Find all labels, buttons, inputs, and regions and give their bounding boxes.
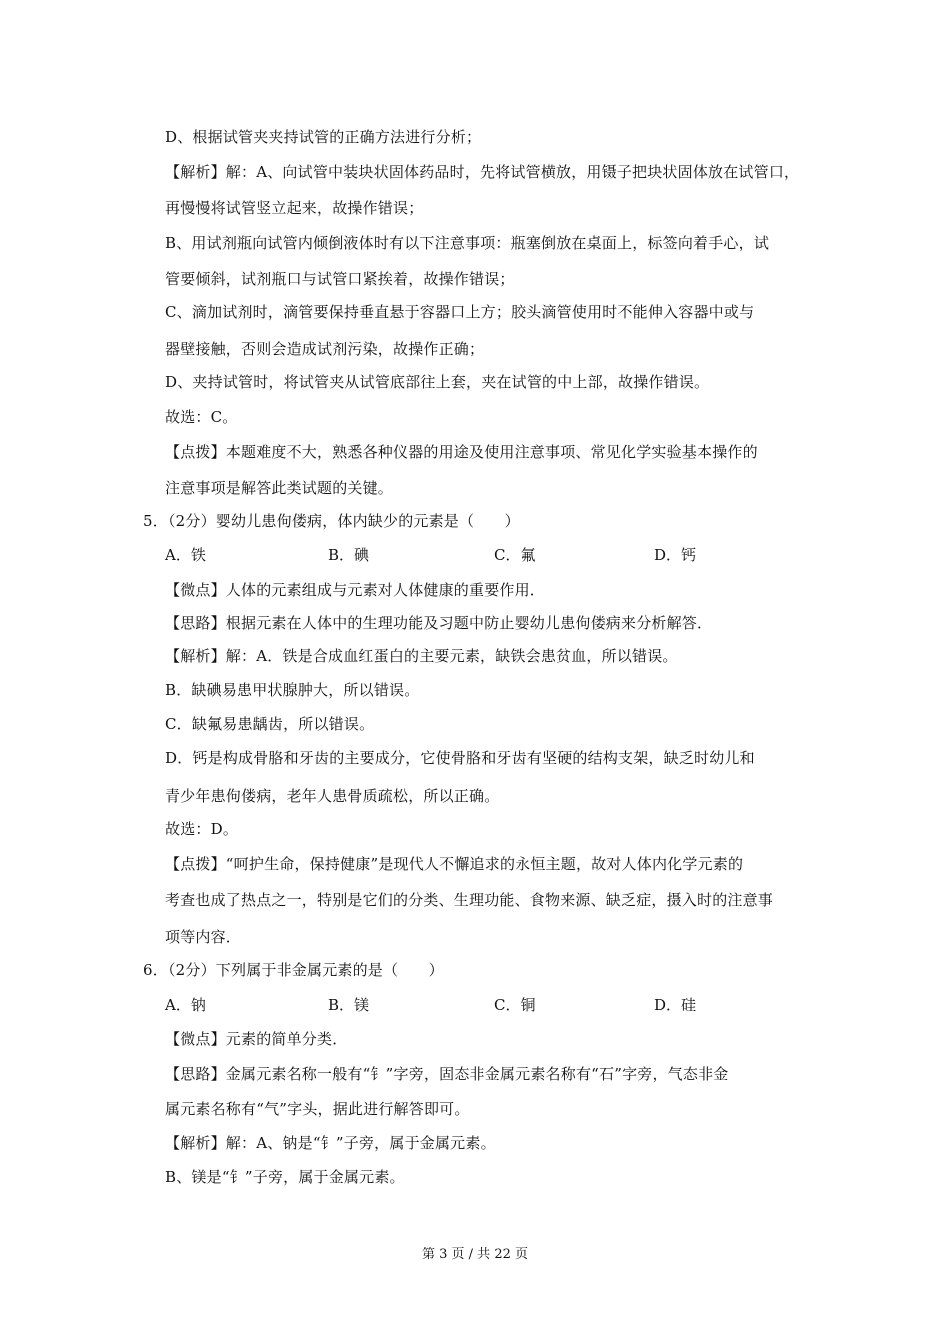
question-5-option-d: D．钙 [654,546,697,564]
text-line: 【解析】解：A．铁是合成血红蛋白的主要元素，缺铁会患贫血，所以错误。 [165,647,678,665]
question-6-option-c: C．铜 [494,996,536,1014]
text-line: 【解析】解：A、向试管中装块状固体药品时，先将试管横放，用镊子把块状固体放在试管口， [165,163,800,181]
page-footer: 第 3 页 / 共 22 页 [422,1247,528,1262]
text-line: 【微点】元素的简单分类． [165,1030,348,1048]
question-5-stem: 5．（2分）婴幼儿患佝偻病，体内缺少的元素是（ ） [143,512,520,530]
text-line: 【点拨】“呵护生命，保持健康”是现代人不懈追求的永恒主题，故对人体内化学元素的 [165,855,744,873]
question-5-option-c: C．氟 [494,546,536,564]
text-line: B、镁是“钅”子旁，属于金属元素。 [165,1168,405,1186]
text-line: B．缺碘易患甲状腺肿大，所以错误。 [165,681,420,699]
text-line: 考查也成了热点之一，特别是它们的分类、生理功能、食物来源、缺乏症，摄入时的注意事 [165,891,774,909]
text-line: B、用试剂瓶向试管内倾倒液体时有以下注意事项：瓶塞倒放在桌面上，标签向着手心，试 [165,234,770,252]
text-line: 【点拨】本题难度不大，熟悉各种仪器的用途及使用注意事项、常见化学实验基本操作的 [165,443,758,461]
text-line: C．缺氟易患龋齿，所以错误。 [165,715,375,733]
text-line: 【思路】根据元素在人体中的生理功能及习题中防止婴幼儿患佝偻病来分析解答． [165,614,713,632]
text-line: 项等内容． [165,928,242,946]
text-line: 【微点】人体的元素组成与元素对人体健康的重要作用． [165,581,546,599]
text-line: 青少年患佝偻病，老年人患骨质疏松，所以正确。 [165,787,500,805]
question-6-option-d: D．硅 [654,996,697,1014]
text-line: 【思路】金属元素名称一般有“钅”字旁，固态非金属元素名称有“石”字旁，气态非金 [165,1065,729,1083]
text-line: 【解析】解：A、钠是“钅”子旁，属于金属元素。 [165,1134,496,1152]
question-6-stem: 6．（2分）下列属于非金属元素的是（ ） [143,961,444,979]
text-line: 管要倾斜，试剂瓶口与试管口紧挨着，故操作错误； [165,270,515,288]
text-line: D、根据试管夹夹持试管的正确方法进行分析； [165,128,482,146]
question-6-option-b: B．镁 [328,996,370,1014]
text-line: D．钙是构成骨胳和牙齿的主要成分，它使骨胳和牙齿有坚硬的结构支架，缺乏时幼儿和 [165,749,755,767]
text-line: C、滴加试剂时，滴管要保持垂直悬于容器口上方；胶头滴管使用时不能伸入容器中或与 [165,303,755,321]
question-6-option-a: A．钠 [165,996,206,1014]
text-line: 再慢慢将试管竖立起来，故操作错误； [165,199,424,217]
text-line: 故选：C。 [165,408,238,426]
text-line: 器壁接触，否则会造成试剂污染，故操作正确； [165,340,485,358]
text-line: 注意事项是解答此类试题的关键。 [165,479,394,497]
text-line: D、夹持试管时，将试管夹从试管底部往上套，夹在试管的中上部，故操作错误。 [165,373,710,391]
question-5-option-a: A．铁 [165,546,206,564]
text-line: 属元素名称有“气”字头，据此进行解答即可。 [165,1100,470,1118]
text-line: 故选：D。 [165,820,239,838]
question-5-option-b: B．碘 [328,546,370,564]
